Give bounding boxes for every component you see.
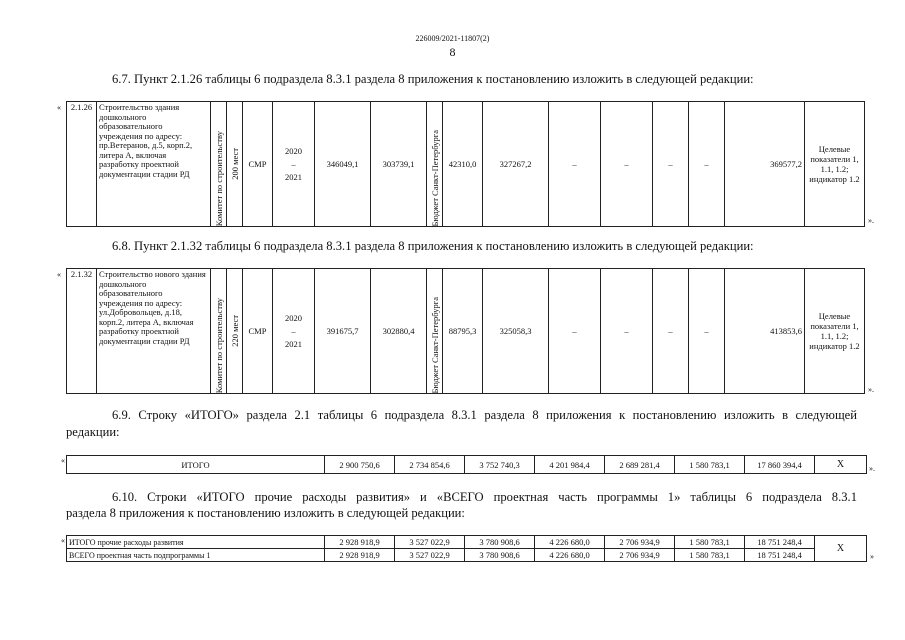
dash-2: – <box>601 269 653 394</box>
year-dash: – <box>291 325 296 336</box>
paragraph-6-9-line-1: 6.9. Строку «ИТОГО» раздела 2.1 таблицы 6 подраздела 8.3.1 раздела 8 приложения к постановлению изложить в следующей <box>112 408 857 422</box>
row-label: ВСЕГО проектная часть подпрограммы 1 <box>67 549 325 562</box>
object-description: Строительство нового здания дошкольного образовательного учреждения по адресу: ул.Добровольцев, д.18, корп.2, литера А, включая разработку проектной документации стадии РД <box>97 269 211 394</box>
dash-3: – <box>653 269 689 394</box>
total-value: 391675,7 <box>315 269 371 394</box>
years <box>273 102 315 227</box>
paragraph-6-10-line-1: 6.10. Строки «ИТОГО прочие расходы развития» и «ВСЕГО проектная часть программы 1» таблицы 6 подраздела 8.3.1 <box>112 490 857 504</box>
close-quote: » <box>870 552 874 561</box>
cell-value: 3 780 908,6 <box>465 549 535 562</box>
dash-4: – <box>689 102 725 227</box>
dash-3: – <box>653 102 689 227</box>
table-itogo <box>66 455 867 474</box>
executor: Комитет по строительству <box>213 297 224 393</box>
cell-value: 3 527 022,9 <box>395 536 465 549</box>
paragraph-6-10-line-2: раздела 8 приложения к постановлению изложить в следующей редакции: <box>66 506 465 520</box>
cell-value: 2 706 934,9 <box>605 536 675 549</box>
value-3: 325058,3 <box>483 269 549 394</box>
year-start: 2020 <box>285 145 302 156</box>
dash-4: – <box>689 269 725 394</box>
row-label: ИТОГО прочие расходы развития <box>67 536 325 549</box>
cell-value: 18 751 248,4 <box>745 549 815 562</box>
open-quote: « <box>61 536 65 545</box>
funding-source: Бюджет Санкт-Петербурга <box>429 296 440 393</box>
value-2: 88795,3 <box>443 269 483 394</box>
value-3: 327267,2 <box>483 102 549 227</box>
total-value: 346049,1 <box>315 102 371 227</box>
capacity: 200 мест <box>229 148 240 180</box>
value-2: 42310,0 <box>443 102 483 227</box>
open-quote: « <box>57 270 61 279</box>
executor: Комитет по строительству <box>213 130 224 226</box>
work-type: СМР <box>243 102 273 227</box>
capacity: 220 мест <box>229 315 240 347</box>
page-number: 8 <box>449 45 456 59</box>
indicators: Целевые показатели 1, 1.1, 1.2; индикатор 1.2 <box>805 269 865 394</box>
itogo-value-4: 4 201 984,4 <box>535 456 605 474</box>
itogo-label: ИТОГО <box>67 456 325 474</box>
open-quote: « <box>57 103 61 112</box>
close-quote: ». <box>868 216 874 225</box>
itogo-x: X <box>815 456 867 474</box>
cell-value: 4 226 680,0 <box>535 536 605 549</box>
row-number: 2.1.32 <box>67 269 97 394</box>
table-row <box>67 536 867 549</box>
funding-source: Бюджет Санкт-Петербурга <box>429 129 440 226</box>
itogo-value-7: 17 860 394,4 <box>745 456 815 474</box>
close-quote: ». <box>869 464 875 473</box>
itogo-value-1: 2 900 750,6 <box>325 456 395 474</box>
close-quote: ». <box>868 385 874 394</box>
itogo-value-3: 3 752 740,3 <box>465 456 535 474</box>
cell-value: 3 527 022,9 <box>395 549 465 562</box>
table-row-2-1-32 <box>66 268 865 394</box>
cell-value: 1 580 783,1 <box>675 536 745 549</box>
value-4: 369577,2 <box>725 102 805 227</box>
year-start: 2020 <box>285 312 302 323</box>
paragraph-6-8: 6.8. Пункт 2.1.32 таблицы 6 подраздела 8.3.1 раздела 8 приложения к постановлению изложить в следующей редакции: <box>112 239 754 253</box>
document-number: 226009/2021-11807(2) <box>415 34 490 43</box>
cell-value: 18 751 248,4 <box>745 536 815 549</box>
year-end: 2021 <box>285 338 302 349</box>
value-1: 303739,1 <box>371 102 427 227</box>
itogo-value-2: 2 734 854,6 <box>395 456 465 474</box>
dash-1: – <box>549 102 601 227</box>
table-row-2-1-26 <box>66 101 865 227</box>
totals-x: X <box>815 536 867 562</box>
cell-value: 4 226 680,0 <box>535 549 605 562</box>
cell-value: 2 928 918,9 <box>325 549 395 562</box>
table-totals <box>66 535 867 562</box>
itogo-value-6: 1 580 783,1 <box>675 456 745 474</box>
object-description: Строительство здания дошкольного образовательного учреждения по адресу: пр.Ветеранов, д.5, корп.2, литера А, включая разработку проектной документации стадии РД <box>97 102 211 227</box>
paragraph-6-9-line-2: редакции: <box>66 425 120 439</box>
paragraph-6-7: 6.7. Пункт 2.1.26 таблицы 6 подраздела 8.3.1 раздела 8 приложения к постановлению изложить в следующей редакции: <box>112 72 754 86</box>
year-dash: – <box>291 158 296 169</box>
open-quote: « <box>61 456 65 465</box>
dash-2: – <box>601 102 653 227</box>
row-number: 2.1.26 <box>67 102 97 227</box>
years <box>273 269 315 394</box>
itogo-value-5: 2 689 281,4 <box>605 456 675 474</box>
cell-value: 3 780 908,6 <box>465 536 535 549</box>
year-end: 2021 <box>285 171 302 182</box>
value-1: 302880,4 <box>371 269 427 394</box>
table-row <box>67 549 867 562</box>
cell-value: 2 706 934,9 <box>605 549 675 562</box>
dash-1: – <box>549 269 601 394</box>
cell-value: 2 928 918,9 <box>325 536 395 549</box>
cell-value: 1 580 783,1 <box>675 549 745 562</box>
work-type: СМР <box>243 269 273 394</box>
value-4: 413853,6 <box>725 269 805 394</box>
indicators: Целевые показатели 1, 1.1, 1.2; индикатор 1.2 <box>805 102 865 227</box>
